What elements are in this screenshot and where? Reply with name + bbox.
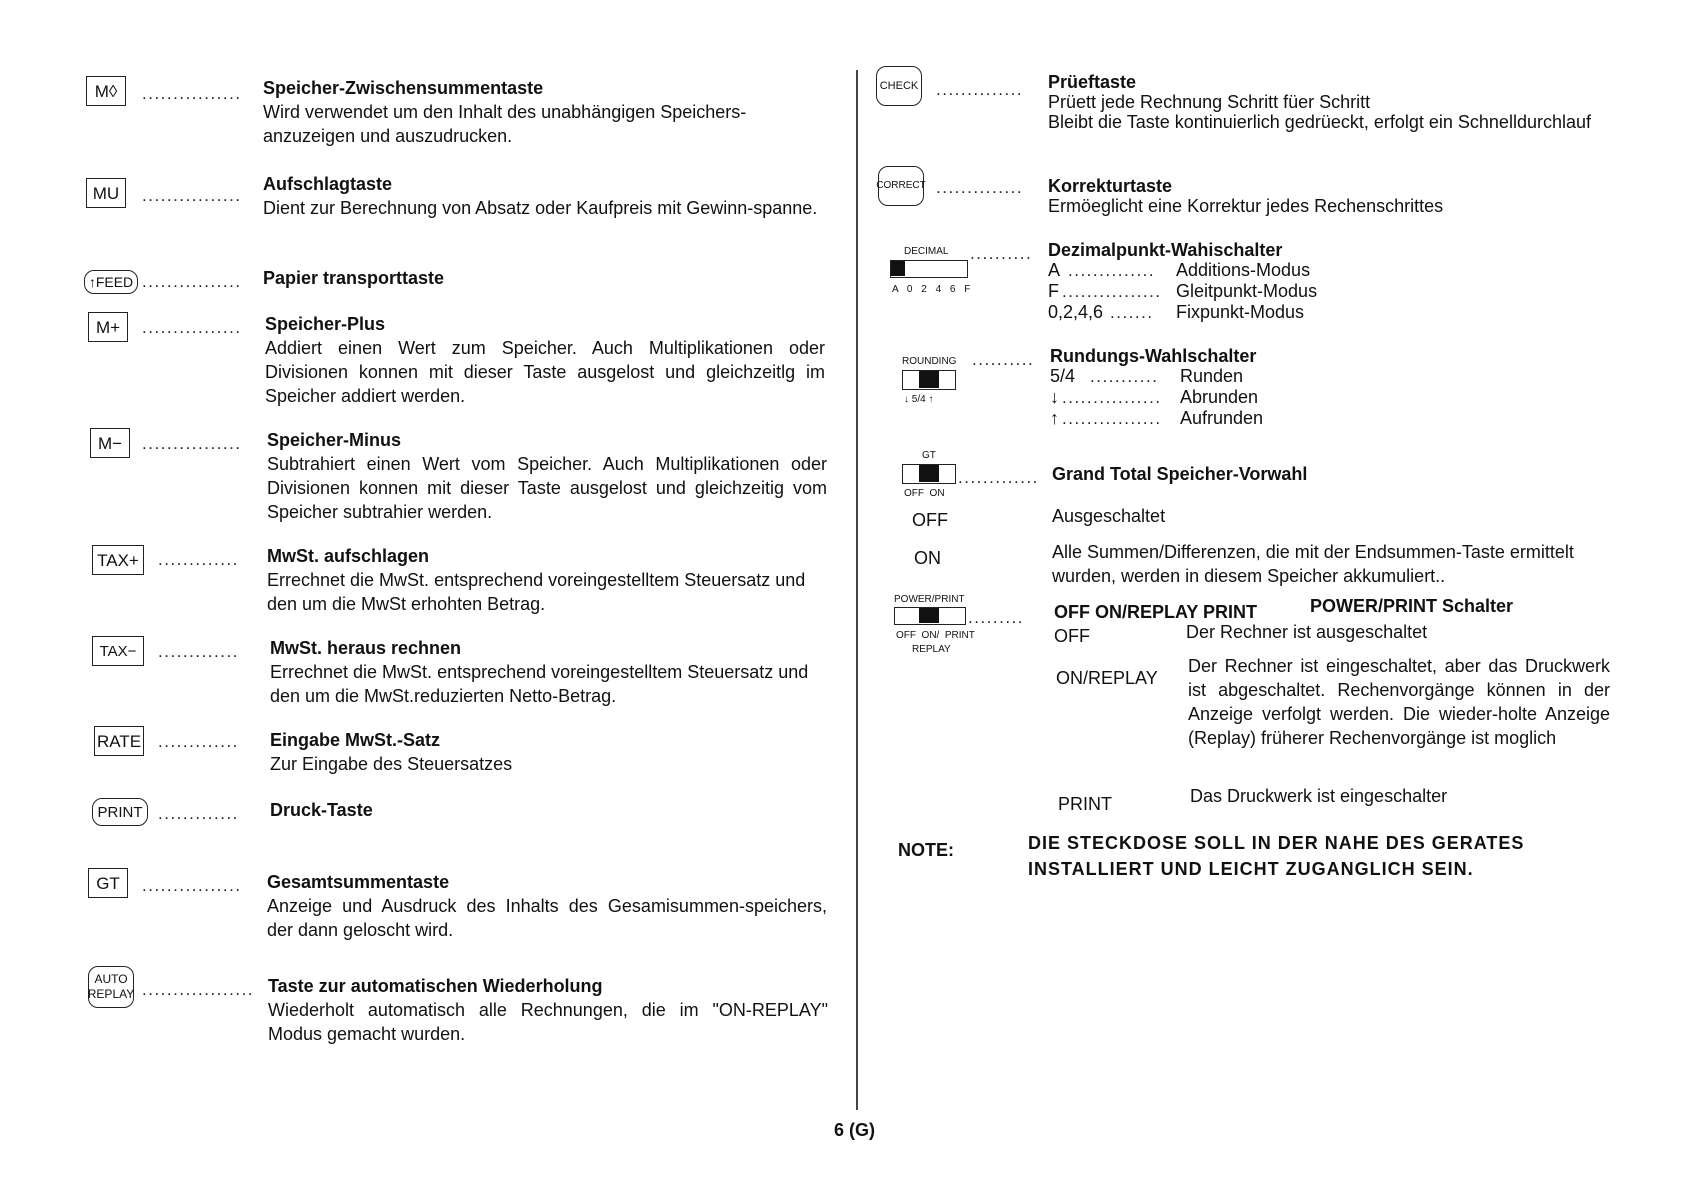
option-value: Additions-Modus — [1176, 260, 1311, 280]
entry-title: Speicher-Zwischensummentaste — [263, 78, 544, 98]
power-switch — [894, 607, 966, 625]
option-key: 0,2,4,6 — [1048, 302, 1104, 322]
entry-title: Druck-Taste — [270, 800, 373, 820]
memory-minus-key: M− — [90, 428, 130, 458]
memory-plus-key: M+ — [88, 312, 128, 342]
entry-description: Bleibt die Taste kontinuierlich gedrüeckt, erfolgt ein Schnelldurchlauf — [1048, 112, 1591, 132]
entry-title: Korrekturtaste — [1048, 176, 1173, 196]
power-on-desc: Der Rechner ist eingeschaltet, aber das Druckwerk ist abgeschaltet. Rechenvorgänge können in der Anzeige verfolgt werden. Die wieder-holte Anzeige (Replay) früherer Rechenvorgänge ist moglich — [1188, 656, 1610, 748]
leader-dots: ......... — [968, 608, 1025, 627]
option-key: ↑ — [1050, 408, 1059, 428]
leader-dots: .............. — [936, 178, 1024, 197]
leader-dots: .......... — [970, 244, 1033, 263]
leader-dots: .............. — [936, 80, 1024, 99]
note-label: NOTE: — [898, 840, 954, 860]
auto-replay-key — [88, 966, 134, 1008]
leader-dots: ................ — [142, 186, 242, 205]
switch-slider — [919, 608, 939, 623]
print-key: PRINT — [92, 798, 148, 826]
entry-title: Prüeftaste — [1048, 72, 1137, 92]
entry-description: Errechnet die MwSt. entsprechend voreingestelltem Steuersatz und den um die MwSt.reduzierten Netto-Betrag. — [270, 662, 809, 706]
entry-description: Wiederholt automatisch alle Rechnungen, die im "ON-REPLAY" Modus gemacht wurden. — [268, 1000, 828, 1044]
gt-scale: OFF ON — [904, 488, 945, 499]
leader-dots: ................ — [1062, 388, 1162, 407]
gt-off-label: OFF — [912, 510, 948, 530]
auto-replay-key-top: AUTO — [94, 972, 128, 986]
gt-on-label: ON — [914, 548, 941, 568]
auto-replay-key-bottom: REPLAY — [87, 987, 135, 1001]
power-off-label: OFF — [1054, 626, 1090, 646]
entry-title: MwSt. heraus rechnen — [270, 638, 462, 658]
entry-description: Errechnet die MwSt. entsprechend voreingestelltem Steuersatz und den um die MwSt erhohten Betrag. — [267, 570, 806, 614]
entry-title: Rundungs-Wahlschalter — [1050, 346, 1257, 366]
option-key: 5/4 — [1050, 366, 1076, 386]
correct-key: CORRECT — [878, 166, 924, 206]
power-scale-replay: REPLAY — [912, 644, 951, 655]
rounding-scale: ↓ 5/4 ↑ — [904, 394, 934, 405]
check-key: CHECK — [876, 66, 922, 106]
power-print-label: PRINT — [1058, 794, 1112, 814]
entry-description: Anzeige und Ausdruck des Inhalts des Gesamisummen-speichers, der dann geloscht wird. — [267, 896, 827, 940]
note-text: DIE STECKDOSE SOLL IN DER NAHE DES GERATES INSTALLIERT UND LEICHT ZUGANGLICH SEIN. — [1028, 833, 1525, 879]
entry-title: Eingabe MwSt.-Satz — [270, 730, 441, 750]
grand-total-key: GT — [88, 868, 128, 898]
column-divider — [856, 70, 858, 1110]
entry-title: Grand Total Speicher-Vorwahl — [1052, 464, 1308, 484]
option-key: ↓ — [1050, 387, 1059, 407]
leader-dots: .............. — [1068, 261, 1156, 280]
entry-description: Ermöeglicht eine Korrektur jedes Rechenschrittes — [1048, 196, 1444, 216]
power-switch-label: POWER/PRINT — [894, 594, 965, 605]
entry-title: Aufschlagtaste — [263, 174, 393, 194]
entry-description: Prüett jede Rechnung Schritt füer Schritt — [1048, 92, 1371, 112]
entry-description: Dient zur Berechnung von Absatz oder Kaufpreis mit Gewinn-spanne. — [263, 198, 818, 218]
switch-slider — [919, 465, 939, 482]
leader-dots: ............. — [958, 468, 1039, 487]
leader-dots: ............. — [158, 642, 239, 661]
gt-off-desc: Ausgeschaltet — [1052, 506, 1166, 526]
leader-dots: .......... — [972, 350, 1035, 369]
switch-slider — [891, 261, 905, 276]
leader-dots: .................. — [142, 980, 255, 999]
tax-minus-key: TAX− — [92, 636, 144, 666]
power-off-desc: Der Rechner ist ausgeschaltet — [1186, 622, 1428, 642]
gt-on-desc: Alle Summen/Differenzen, die mit der Endsummen-Taste ermittelt wurden, werden in diesem Speicher akkumuliert.. — [1052, 542, 1574, 586]
feed-key: ↑FEED — [84, 270, 138, 294]
switch-slider — [919, 371, 939, 388]
power-scale: OFF ON/ PRINT — [896, 630, 975, 641]
option-value: Gleitpunkt-Modus — [1176, 281, 1318, 301]
page-number: 6 (G) — [834, 1120, 876, 1140]
power-print-desc: Das Druckwerk ist eingeschalter — [1190, 786, 1448, 806]
leader-dots: ................ — [142, 876, 242, 895]
entry-title: Taste zur automatischen Wiederholung — [268, 976, 603, 996]
option-key: A — [1048, 260, 1061, 280]
tax-plus-key: TAX+ — [92, 545, 144, 575]
entry-description: Zur Eingabe des Steuersatzes — [270, 754, 513, 774]
leader-dots: ............. — [158, 804, 239, 823]
leader-dots: ................ — [142, 272, 242, 291]
leader-dots: ................ — [1062, 409, 1162, 428]
memory-subtotal-key: M◊ — [86, 76, 126, 106]
leader-dots: ................ — [1062, 282, 1162, 301]
entry-description: Addiert einen Wert zum Speicher. Auch Multiplikationen oder Divisionen konnen mit dieser Taste ausgelost und gleichzeitlg im Speicher addiert werden. — [265, 338, 825, 406]
option-value: Fixpunkt-Modus — [1176, 302, 1305, 322]
option-value: Aufrunden — [1180, 408, 1264, 428]
decimal-switch-label: DECIMAL — [904, 246, 949, 257]
markup-key: MU — [86, 178, 126, 208]
gt-switch-label: GT — [922, 450, 936, 461]
decimal-switch — [890, 260, 968, 278]
gt-switch — [902, 464, 956, 484]
rounding-switch — [902, 370, 956, 390]
leader-dots: ............. — [158, 732, 239, 751]
leader-dots: ................ — [142, 318, 242, 337]
option-value: Runden — [1180, 366, 1244, 386]
entry-title: Speicher-Plus — [265, 314, 386, 334]
entry-title: Speicher-Minus — [267, 430, 402, 450]
entry-title: Dezimalpunkt-Wahischalter — [1048, 240, 1283, 260]
entry-description: Subtrahiert einen Wert vom Speicher. Auch Multiplikationen oder Divisionen konnen mit dieser Taste ausgelost und gleichzeitig vom Speicher subtrahier werden. — [267, 454, 827, 522]
leader-dots: ............. — [158, 550, 239, 569]
leader-dots: ....... — [1110, 303, 1154, 322]
entry-title: Gesamtsummentaste — [267, 872, 450, 892]
entry-title: OFF ON/REPLAY PRINT — [1054, 602, 1258, 622]
entry-title: Papier transporttaste — [263, 268, 445, 288]
leader-dots: ................ — [142, 434, 242, 453]
leader-dots: ........... — [1090, 367, 1159, 386]
entry-description: Wird verwendet um den Inhalt des unabhängigen Speichers-anzuzeigen und auszudrucken. — [263, 102, 747, 146]
entry-title-secondary: POWER/PRINT Schalter — [1310, 596, 1514, 616]
rounding-switch-label: ROUNDING — [902, 356, 957, 367]
option-value: Abrunden — [1180, 387, 1259, 407]
option-key: F — [1048, 281, 1059, 301]
power-on-label: ON/REPLAY — [1056, 668, 1158, 688]
decimal-scale: A 0 2 4 6 F — [892, 284, 974, 295]
entry-title: MwSt. aufschlagen — [267, 546, 430, 566]
leader-dots: ................ — [142, 84, 242, 103]
rate-key: RATE — [94, 726, 144, 756]
